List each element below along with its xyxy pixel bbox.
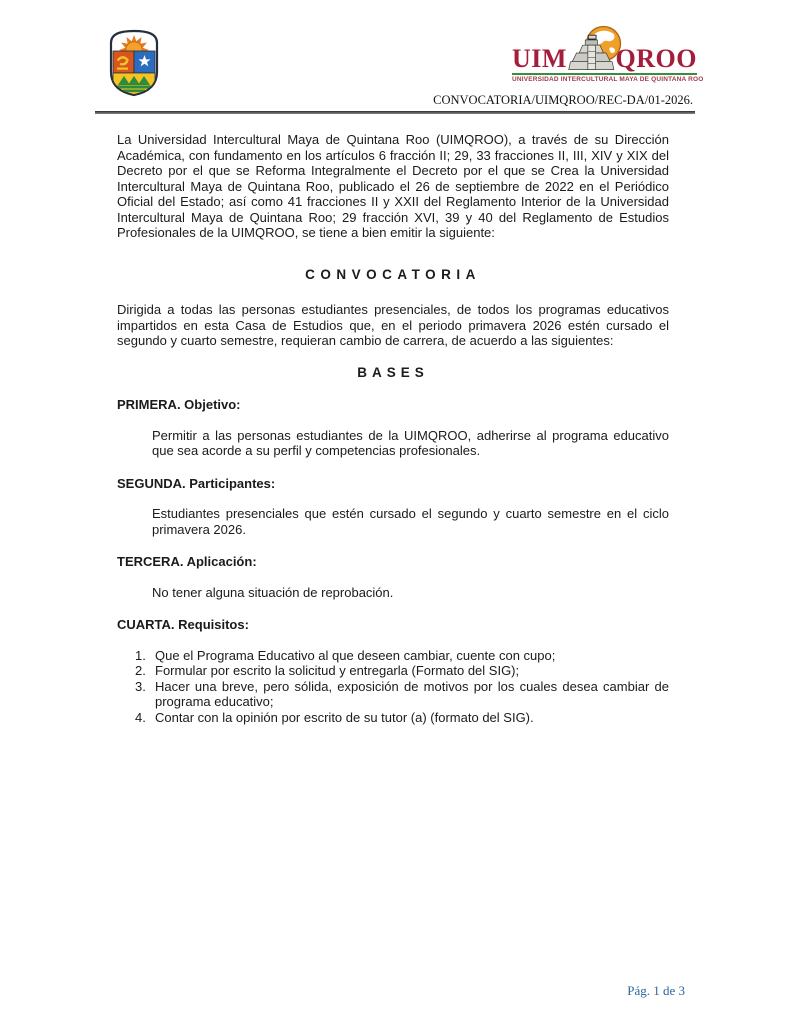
list-item [135, 663, 669, 679]
wordmark-qroo: QROO [615, 44, 697, 73]
university-tagline: UNIVERSIDAD INTERCULTURAL MAYA DE QUINTANA ROO [512, 76, 704, 83]
requirements-list [117, 648, 669, 726]
section-heading-primera: PRIMERA. Objetivo: [117, 397, 241, 412]
list-item-number: 2. [135, 663, 146, 678]
bases-heading: BASES [357, 364, 429, 380]
document-body [117, 132, 669, 725]
university-wordmark [512, 25, 697, 72]
list-item-number: 3. [135, 678, 146, 694]
wordmark-uim: UIM [512, 44, 567, 73]
page-number: Pág. 1 de 3 [627, 983, 685, 998]
section-heading-tercera: TERCERA. Aplicación: [117, 554, 257, 569]
list-item [135, 710, 669, 726]
header-divider [95, 111, 695, 114]
university-logo [512, 25, 704, 83]
section-heading-segunda: SEGUNDA. Participantes: [117, 475, 276, 491]
list-item [135, 679, 669, 710]
list-item-number: 1. [135, 647, 146, 663]
list-item [135, 648, 669, 664]
section-body-tercera: No tener alguna situación de reprobación. [152, 584, 394, 600]
intro-paragraph: La Universidad Intercultural Maya de Quintana Roo (UIMQROO), a través de su Dirección Académica, con fundamento en los artículos 6 fracción II; 29, 33 fracciones II, III, XIV y XIX del Decreto por el que se Reforma Integralmente el Decreto por el que se Crea la Universidad Intercultural Maya de Quintana Roo, publicado el 26 de septiembre de 2022 en el Periódico Oficial del Estado; así como 41 fracciones II y XXII del Reglamento Interior de la Universidad Intercultural Maya de Quintana Roo; 29 fracción XVI, 39 y 40 del Reglamento de Estudios Profesionales de la UIMQROO, se tiene a bien emitir la siguiente: [117, 132, 669, 240]
mayan-pyramid-icon [567, 32, 616, 74]
list-item-text: Contar con la opinión por escrito de su tutor (a) (formato del SIG). [155, 709, 534, 725]
section-body-primera: Permitir a las personas estudiantes de la UIMQROO, adherirse al programa educativo que sea acorde a su perfil y competencias profesionales. [152, 427, 669, 458]
list-item-text: Hacer una breve, pero sólida, exposición de motivos por los cuales desea cambiar de programa educativo; [155, 678, 669, 709]
state-coat-of-arms-icon [103, 29, 165, 97]
section-body-segunda: Estudiantes presenciales que estén cursado el segundo y cuarto semestre en el ciclo primavera 2026. [152, 506, 669, 537]
addressee-paragraph: Dirigida a todas las personas estudiantes presenciales, de todos los programas educativos impartidos en esta Casa de Estudios que, en el periodo primavera 2026 estén cursado el segundo y cuarto semestre, requieran cambio de carrera, de acuerdo a las siguientes: [117, 302, 669, 348]
section-heading-cuarta: CUARTA. Requisitos: [117, 617, 249, 632]
reference-number: CONVOCATORIA/UIMQROO/REC-DA/01-2026. [433, 93, 693, 107]
list-item-number: 4. [135, 709, 146, 725]
document-title: CONVOCATORIA [305, 266, 481, 282]
list-item-text: Que el Programa Educativo al que deseen cambiar, cuente con cupo; [155, 647, 556, 663]
list-item-text: Formular por escrito la solicitud y entregarla (Formato del SIG); [155, 663, 520, 678]
